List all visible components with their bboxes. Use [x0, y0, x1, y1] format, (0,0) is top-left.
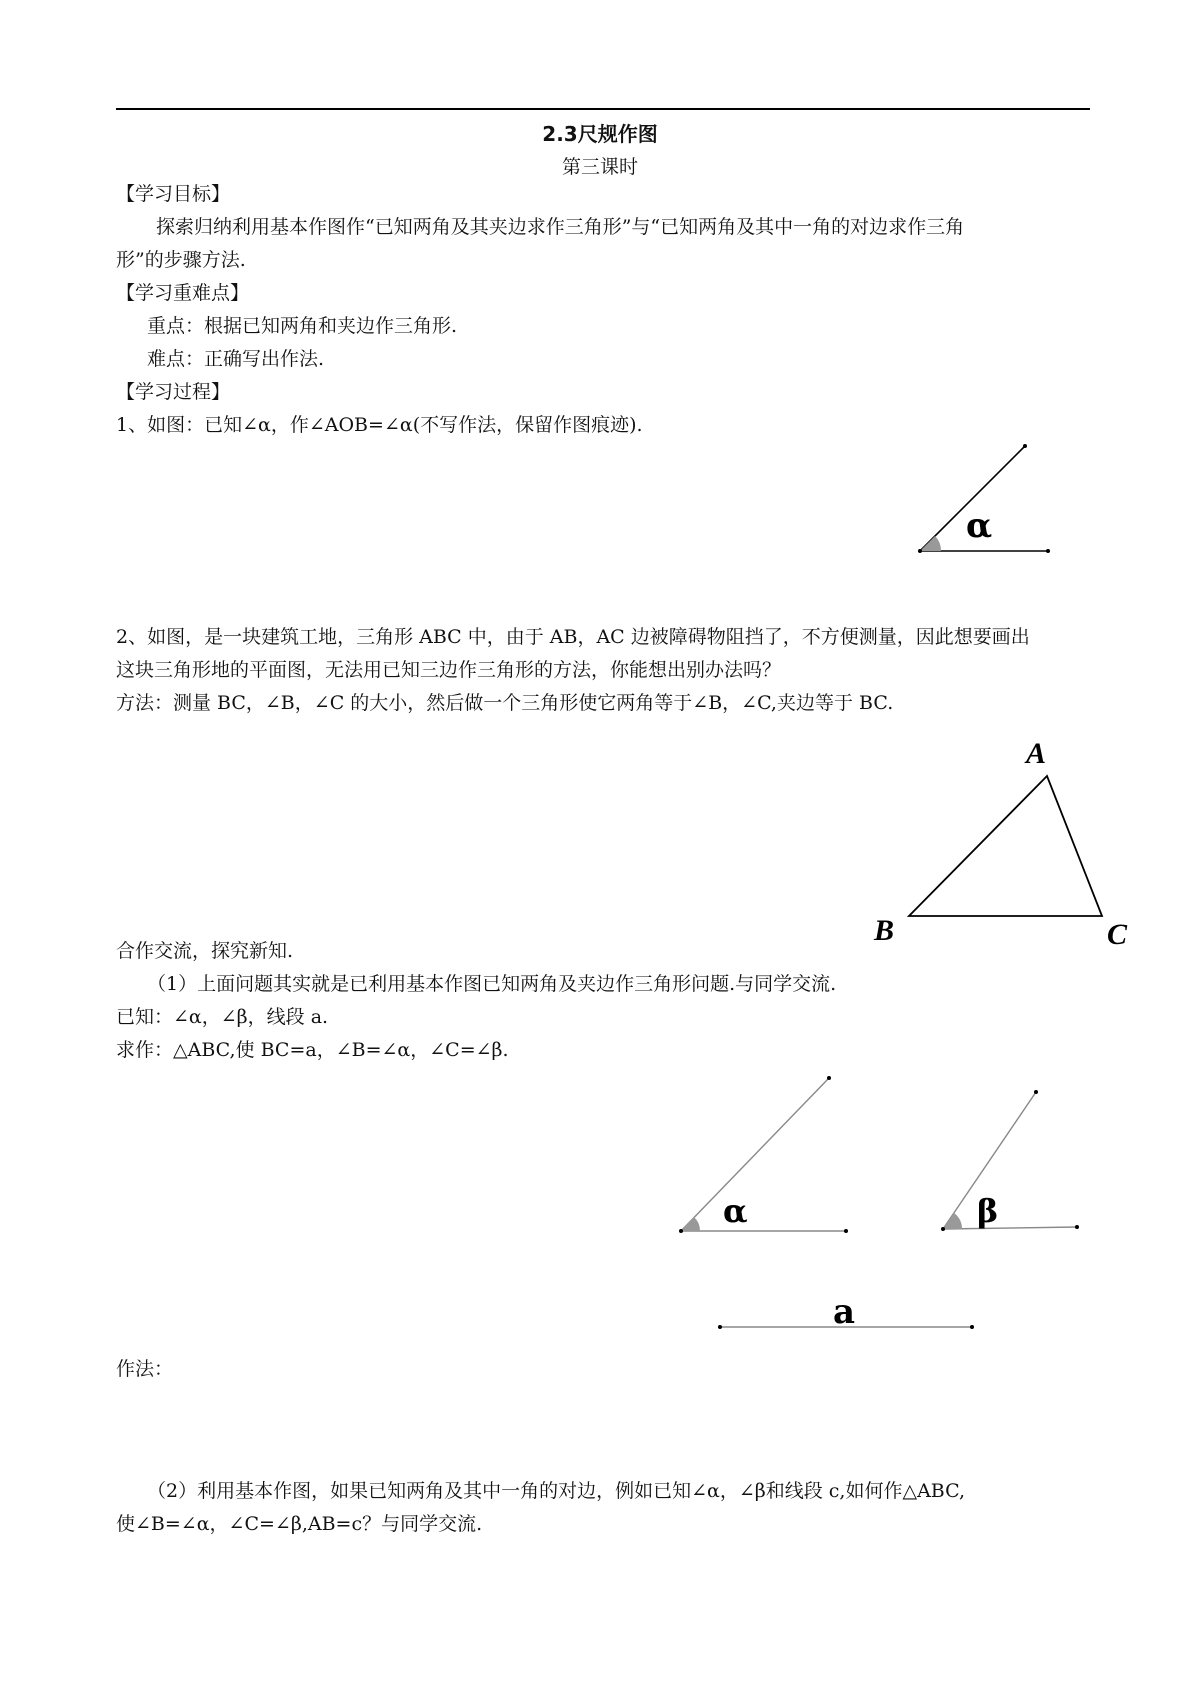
steps-label: 作法： — [116, 1358, 174, 1380]
cooperate-text: 合作交流，探究新知. — [116, 940, 294, 962]
beta-end-dot — [1034, 1090, 1038, 1094]
part-2-line1: （2）利用基本作图，如果已知两角及其中一角的对边，例如已知∠α，∠β和线段 c,如何作△ABC, — [147, 1480, 966, 1502]
objectives-heading: 【学习目标】 — [116, 183, 231, 205]
alpha-end-dot — [844, 1229, 848, 1233]
vertex-b-label: B — [874, 914, 895, 947]
vertex-c-label: C — [1107, 918, 1128, 951]
alpha-label: α — [723, 1192, 748, 1230]
question-2-line1: 2、如图，是一块建筑工地，三角形 ABC 中，由于 AB，AC 边被障碍物阻挡了，不方便测量，因此想要画出 — [116, 626, 1030, 648]
question-2-line2: 这块三角形地的平面图，无法用已知三边作三角形的方法，你能想出别办法吗？ — [116, 659, 782, 681]
beta-angle-mark — [943, 1213, 962, 1229]
page-title: 2.3尺规作图 — [542, 122, 658, 146]
method-text: 方法：测量 BC，∠B，∠C 的大小，然后做一个三角形使它两角等于∠B，∠C,夹边等于 BC. — [116, 692, 894, 714]
part-1-text: （1）上面问题其实就是已利用基本作图已知两角及夹边作三角形问题.与同学交流. — [147, 973, 837, 995]
objectives-text-line2: 形”的步骤方法. — [116, 249, 246, 271]
vertex-a-label: A — [1026, 737, 1047, 770]
beta-label: β — [977, 1192, 999, 1230]
segment-a-end-dot — [718, 1325, 722, 1329]
alpha-end-dot — [827, 1076, 831, 1080]
process-heading: 【学习过程】 — [116, 381, 231, 403]
segment-a-end-dot — [970, 1325, 974, 1329]
fig1-alpha-label: α — [966, 506, 993, 546]
key-point-focus: 重点：根据已知两角和夹边作三角形. — [147, 315, 458, 337]
alpha-vertex-dot — [679, 1229, 683, 1233]
question-1: 1、如图：已知∠α，作∠AOB=∠α(不写作法，保留作图痕迹). — [116, 414, 643, 436]
part-2-line2: 使∠B=∠α，∠C=∠β,AB=c？与同学交流. — [116, 1513, 483, 1535]
beta-vertex-dot — [941, 1227, 945, 1231]
key-point-difficulty: 难点：正确写出作法. — [147, 348, 325, 370]
segment-a-label: a — [833, 1292, 856, 1332]
alpha-angle-mark — [681, 1217, 700, 1231]
page-subtitle: 第三课时 — [561, 156, 638, 178]
beta-base-ray — [943, 1227, 1077, 1229]
alpha-slanted-ray — [681, 1078, 829, 1231]
given-text: 已知：∠α，∠β，线段 a. — [116, 1006, 329, 1028]
beta-end-dot — [1075, 1225, 1079, 1229]
key-points-heading: 【学习重难点】 — [116, 282, 250, 304]
construct-text: 求作：△ABC,使 BC=a，∠B=∠α，∠C=∠β. — [116, 1039, 509, 1061]
objectives-text-line1: 探索归纳利用基本作图作“已知两角及其夹边求作三角形”与“已知两角及其中一角的对边求作三角 — [156, 216, 965, 238]
